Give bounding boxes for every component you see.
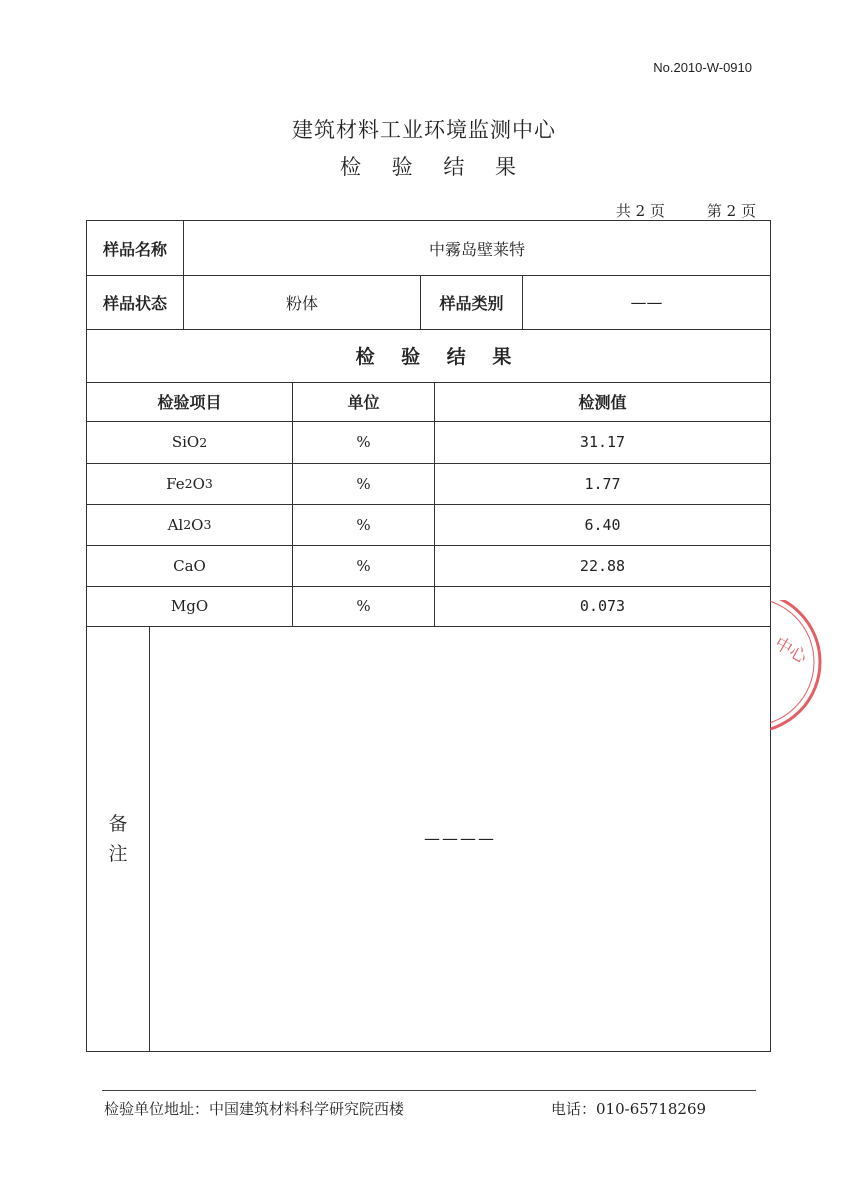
- sample-name-value: 中霧岛壁莱特: [428, 239, 525, 259]
- results-table: [86, 220, 771, 1052]
- item-unit: %: [356, 597, 371, 615]
- item-value: 6.40: [584, 515, 621, 534]
- results-section-title: 检 验 结 果: [355, 346, 522, 368]
- official-seal: [770, 600, 848, 730]
- remarks-label-line1: 备: [108, 812, 128, 835]
- item-value: 31.17: [579, 433, 626, 451]
- remarks-label: [87, 626, 149, 1051]
- item-value: 0.073: [579, 597, 626, 615]
- item-formula: Al 2 O 3: [167, 515, 212, 534]
- pages-total: 共 2 页: [615, 202, 665, 220]
- phone-number: 010-65718269: [596, 1100, 707, 1118]
- item-formula: MgO: [170, 597, 209, 615]
- footer-address: 检验单位地址：中国建筑材料科学研究院西楼: [104, 1100, 405, 1118]
- page-current: 第 2 页: [706, 202, 756, 220]
- page-indicator: [610, 200, 756, 221]
- seal-text: 中心: [770, 633, 811, 668]
- item-formula: CaO: [173, 556, 206, 575]
- remarks-label-line2: 注: [108, 842, 128, 865]
- sample-category-value: ——: [630, 292, 663, 312]
- sample-state-label: 样品状态: [102, 293, 167, 313]
- remarks-content: ————: [424, 829, 496, 848]
- item-value: 22.88: [579, 556, 626, 575]
- sample-name-label: 样品名称: [102, 239, 167, 259]
- sample-category-label: 样品类别: [439, 293, 504, 313]
- footer-phone: [551, 1098, 706, 1119]
- organization-name: 建筑材料工业环境监测中心: [292, 118, 556, 142]
- item-unit: %: [356, 556, 371, 575]
- item-unit: %: [356, 515, 371, 534]
- phone-label: 电话：: [551, 1100, 597, 1118]
- document-number: No.2010-W-0910: [653, 60, 752, 75]
- column-header-item: 检验项目: [157, 393, 222, 412]
- column-header-value: 检测值: [578, 393, 627, 412]
- item-value: 1.77: [584, 474, 621, 493]
- sample-state-value: 粉体: [285, 293, 318, 313]
- item-formula: Fe 2 O 3: [166, 474, 213, 493]
- footer-divider: [102, 1090, 756, 1091]
- column-header-unit: 单位: [347, 393, 380, 412]
- item-formula: SiO 2: [171, 433, 208, 451]
- document-title: 检 验 结 果: [339, 155, 529, 179]
- item-unit: %: [356, 474, 371, 493]
- item-unit: %: [356, 433, 371, 451]
